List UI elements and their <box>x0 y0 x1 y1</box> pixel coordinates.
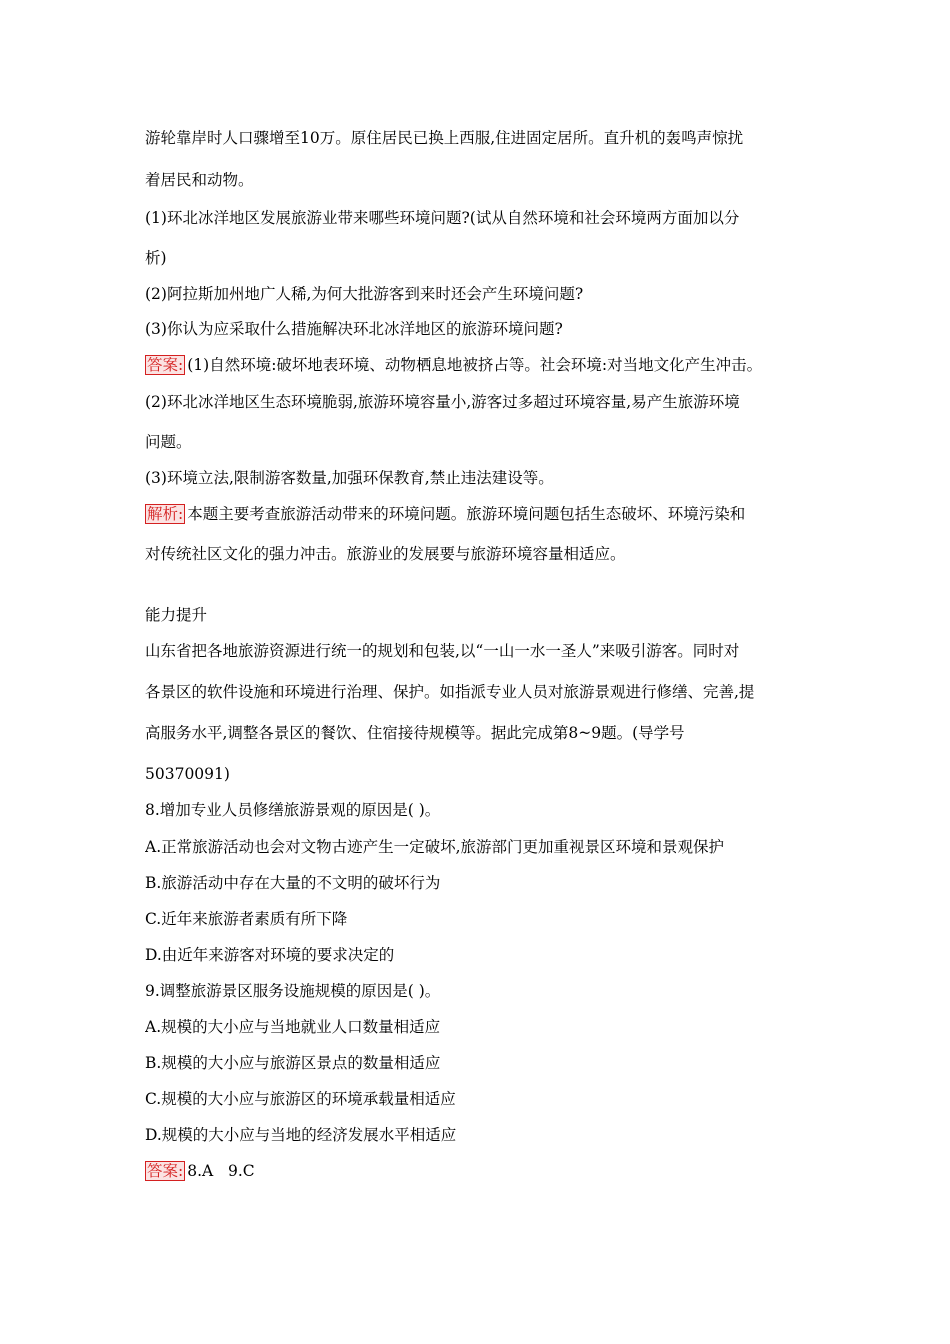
answer-line: 问题。 <box>145 433 192 451</box>
answer-text: 8.A 9.C <box>187 1162 255 1180</box>
question-8-option: C.近年来旅游者素质有所下降 <box>145 910 348 928</box>
passage-line: 着居民和动物。 <box>145 171 254 189</box>
question-8-option: A.正常旅游活动也会对文物古迹产生一定破坏,旅游部门更加重视景区环境和景观保护 <box>145 838 725 856</box>
question-9-option: D.规模的大小应与当地的经济发展水平相适应 <box>145 1126 457 1144</box>
answer-tag: 答案: <box>147 356 184 374</box>
question-line: (3)你认为应采取什么措施解决环北冰洋地区的旅游环境问题? <box>145 320 563 338</box>
question-8-option: D.由近年来游客对环境的要求决定的 <box>145 946 395 964</box>
answer-block <box>145 355 825 375</box>
answer-text: (1)自然环境:破坏地表环境、动物栖息地被挤占等。社会环境:对当地文化产生冲击。 <box>187 356 763 374</box>
question-9-stem: 9.调整旅游景区服务设施规模的原因是( )。 <box>145 982 441 1000</box>
answer-block <box>145 1161 825 1181</box>
intro-line: 各景区的软件设施和环境进行治理、保护。如指派专业人员对旅游景观进行修缮、完善,提 <box>145 683 755 701</box>
section-title: 能力提升 <box>145 606 208 624</box>
question-9-option: A.规模的大小应与当地就业人口数量相适应 <box>145 1018 441 1036</box>
intro-line: 高服务水平,调整各景区的餐饮、住宿接待规模等。据此完成第8~9题。(导学号 <box>145 724 685 742</box>
intro-line: 山东省把各地旅游资源进行统一的规划和包装,以“一山一水一圣人”来吸引游客。同时对 <box>145 642 740 660</box>
question-line: (1)环北冰洋地区发展旅游业带来哪些环境问题?(试从自然环境和社会环境两方面加以分 <box>145 209 740 227</box>
answer-line: (3)环境立法,限制游客数量,加强环保教育,禁止违法建设等。 <box>145 469 554 487</box>
question-line: 析) <box>145 249 167 267</box>
analysis-tag: 解析: <box>147 505 184 523</box>
analysis-line: 对传统社区文化的强力冲击。旅游业的发展要与旅游环境容量相适应。 <box>145 545 626 563</box>
analysis-text: 本题主要考查旅游活动带来的环境问题。旅游环境问题包括生态破坏、环境污染和 <box>187 505 746 523</box>
question-8-stem: 8.增加专业人员修缮旅游景观的原因是( )。 <box>145 801 441 819</box>
question-8-option: B.旅游活动中存在大量的不文明的破坏行为 <box>145 874 441 892</box>
intro-line: 50370091) <box>145 765 230 783</box>
analysis-block <box>145 504 825 524</box>
question-9-option: B.规模的大小应与旅游区景点的数量相适应 <box>145 1054 441 1072</box>
answer-line: (2)环北冰洋地区生态环境脆弱,旅游环境容量小,游客过多超过环境容量,易产生旅游环境 <box>145 393 740 411</box>
answer-tag: 答案: <box>147 1162 184 1180</box>
passage-line: 游轮靠岸时人口骤增至10万。原住居民已换上西服,住进固定居所。直升机的轰鸣声惊扰 <box>145 129 744 147</box>
question-9-option: C.规模的大小应与旅游区的环境承载量相适应 <box>145 1090 456 1108</box>
question-line: (2)阿拉斯加州地广人稀,为何大批游客到来时还会产生环境问题? <box>145 285 584 303</box>
